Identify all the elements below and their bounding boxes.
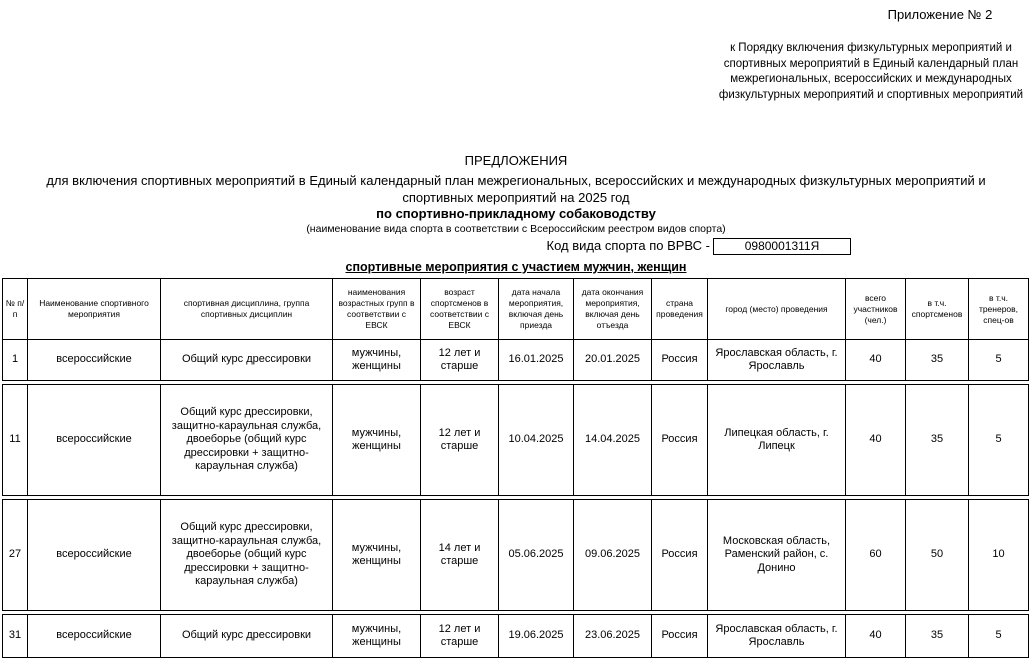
cell-discipline: Общий курс дрессировки, защитно-караульная служба, двоеборье (общий курс дрессировки + защитно-караульная служба) [161, 500, 333, 611]
header-cell-coaches: в т.ч. тренеров, спец-ов [969, 279, 1029, 340]
header-cell-end-date: дата окончания мероприятия, включая день отъезда [574, 279, 652, 340]
cell-athletes: 35 [906, 340, 969, 381]
cell-event-name: всероссийские [28, 385, 161, 496]
cell-total: 60 [846, 500, 906, 611]
cell-athletes: 35 [906, 385, 969, 496]
header-cell-country: страна проведения [652, 279, 708, 340]
appendix-number: Приложение № 2 [887, 7, 993, 22]
cell-athletes: 50 [906, 500, 969, 611]
cell-age: 12 лет и старше [421, 385, 499, 496]
cell-total: 40 [846, 385, 906, 496]
header-cell-discipline: спортивная дисциплина, группа спортивных дисциплин [161, 279, 333, 340]
cell-country: Россия [652, 340, 708, 381]
cell-age-groups: мужчины, женщины [333, 385, 421, 496]
header-cell-city: город (место) проведения [708, 279, 846, 340]
cell-city: Ярославская область, г. Ярославль [708, 340, 846, 381]
cell-age: 12 лет и старше [421, 615, 499, 658]
sport-code-value: 0980001311Я [713, 238, 851, 255]
cell-no: 1 [3, 340, 28, 381]
cell-coaches: 5 [969, 615, 1029, 658]
cell-start-date: 05.06.2025 [499, 500, 574, 611]
cell-start-date: 19.06.2025 [499, 615, 574, 658]
header-cell-no: № п/п [3, 279, 28, 340]
header-cell-age: возраст спортсменов в соответствии с ЕВСК [421, 279, 499, 340]
header-cell-athletes: в т.ч. спортсменов [906, 279, 969, 340]
cell-event-name: всероссийские [28, 340, 161, 381]
cell-coaches: 5 [969, 385, 1029, 496]
table-row [3, 615, 1029, 658]
document-subtitle: для включения спортивных мероприятий в Единый календарный план межрегиональных, всероссийских и международных физкультурных мероприятий и спортивных мероприятий на 2025 год [46, 173, 986, 205]
cell-age-groups: мужчины, женщины [333, 500, 421, 611]
appendix-reference: к Порядку включения физкультурных мероприятий и спортивных мероприятий в Единый календарный план межрегиональных, всероссийских и международных физкультурных мероприятий и спортивных мероприятий [718, 42, 1024, 101]
cell-discipline: Общий курс дрессировки [161, 615, 333, 658]
section-title [0, 260, 1032, 274]
cell-start-date: 16.01.2025 [499, 340, 574, 381]
cell-end-date: 23.06.2025 [574, 615, 652, 658]
sport-name-note: (наименование вида спорта в соответствии с Всероссийским реестром видов спорта) [306, 223, 726, 235]
cell-no: 11 [3, 385, 28, 496]
cell-age: 14 лет и старше [421, 500, 499, 611]
cell-event-name: всероссийские [28, 615, 161, 658]
cell-end-date: 20.01.2025 [574, 340, 652, 381]
cell-no: 27 [3, 500, 28, 611]
cell-coaches: 5 [969, 340, 1029, 381]
cell-discipline: Общий курс дрессировки [161, 340, 333, 381]
cell-country: Россия [652, 385, 708, 496]
cell-coaches: 10 [969, 500, 1029, 611]
table-row [3, 500, 1029, 611]
sport-name: по спортивно-прикладному собаководству [376, 206, 656, 221]
document-title: ПРЕДЛОЖЕНИЯ [464, 153, 568, 168]
header-cell-start-date: дата начала мероприятия, включая день приезда [499, 279, 574, 340]
cell-total: 40 [846, 615, 906, 658]
cell-country: Россия [652, 500, 708, 611]
cell-city: Липецкая область, г. Липецк [708, 385, 846, 496]
cell-age-groups: мужчины, женщины [333, 340, 421, 381]
section-title-text: спортивные мероприятия с участием мужчин, женщин [345, 260, 687, 274]
cell-end-date: 09.06.2025 [574, 500, 652, 611]
cell-athletes: 35 [906, 615, 969, 658]
cell-end-date: 14.04.2025 [574, 385, 652, 496]
header-cell-total: всего участников (чел.) [846, 279, 906, 340]
cell-age: 12 лет и старше [421, 340, 499, 381]
header-cell-age-groups: наименования возрастных групп в соответствии с ЕВСК [333, 279, 421, 340]
cell-discipline: Общий курс дрессировки, защитно-караульная служба, двоеборье (общий курс дрессировки + защитно-караульная служба) [161, 385, 333, 496]
table-row [3, 340, 1029, 381]
cell-country: Россия [652, 615, 708, 658]
cell-event-name: всероссийские [28, 500, 161, 611]
table-row [3, 385, 1029, 496]
sport-code-label: Код вида спорта по ВРВС - [546, 238, 710, 253]
cell-city: Московская область, Раменский район, с. Донино [708, 500, 846, 611]
table-header-row [3, 279, 1029, 340]
cell-age-groups: мужчины, женщины [333, 615, 421, 658]
cell-city: Ярославская область, г. Ярославль [708, 615, 846, 658]
cell-total: 40 [846, 340, 906, 381]
events-table [2, 278, 1029, 658]
header-cell-event-name: Наименование спортивного мероприятия [28, 279, 161, 340]
cell-no: 31 [3, 615, 28, 658]
cell-start-date: 10.04.2025 [499, 385, 574, 496]
